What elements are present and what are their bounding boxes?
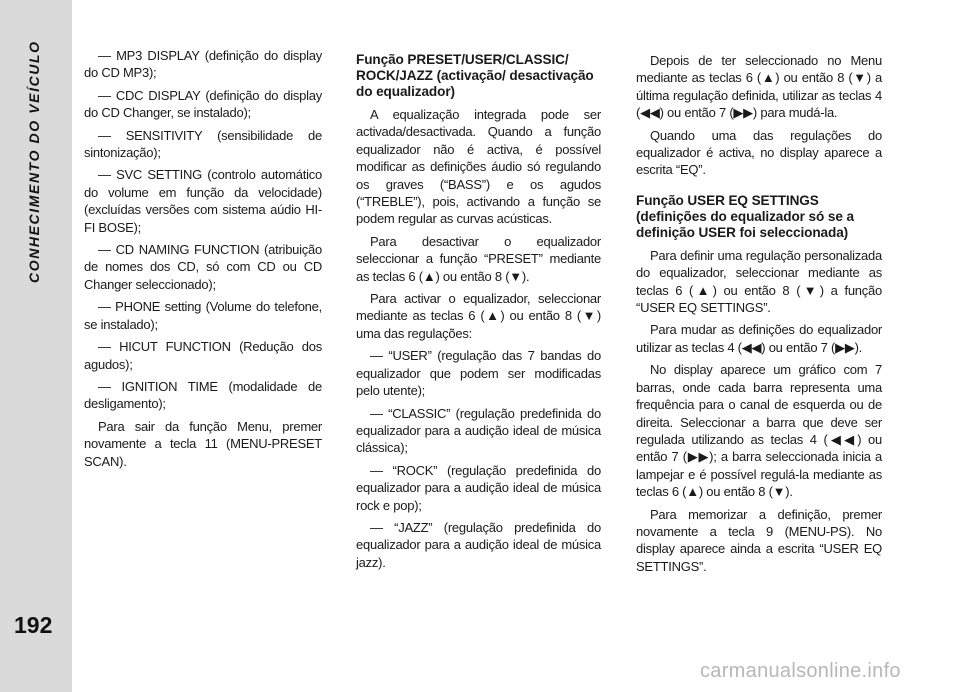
- sidebar: [0, 0, 72, 692]
- menu-item-text: — IGNITION TIME (modalidade de desligamento);: [84, 378, 322, 412]
- paragraph: Para desactivar o equalizador seleccionar a função “PRESET” mediante as teclas 6 (▲) ou então 8 (▼).: [356, 233, 601, 284]
- watermark: carmanualsonline.info: [700, 660, 901, 682]
- menu-item-text: — PHONE setting (Volume do telefone, se instalado);: [84, 299, 322, 332]
- section-title: CONHECIMENTO DO VEÍCULO: [26, 40, 42, 283]
- menu-item-text: — HICUT FUNCTION (Redução dos agudos);: [84, 339, 322, 372]
- menu-item-text: — SVC SETTING (controlo automático do volume em função da velocidade) (excluídas versões com sistema aúdio HI-FI BOSE);: [84, 167, 322, 235]
- paragraph: A equalização integrada pode ser activada/desactivada. Quando a função equalizador não é activa, é possível modificar as definições áudio só regulando os graves (“BASS”) e os agudos (“TREBLE”), pois, activando a função se podem regular as curvas acústicas.: [356, 107, 601, 227]
- menu-item-text: — MP3 DISPLAY (definição do display do CD MP3);: [84, 48, 322, 81]
- paragraph: Para activar o equalizador, seleccionar mediante as teclas 6 (▲) ou então 8 (▼) uma das regulações:: [356, 291, 601, 341]
- option-text: — “ROCK” (regulação predefinida do equalizador para a audição ideal de música rock e pop);: [356, 462, 601, 513]
- page-number: 192: [14, 612, 53, 638]
- section-heading: Função PRESET/USER/CLASSIC/ ROCK/JAZZ (activação/ desactivação do equalizador): [356, 52, 594, 99]
- menu-item-text: — CDC DISPLAY (definição do display do CD Changer, se instalado);: [84, 87, 322, 121]
- column-3: [636, 52, 882, 580]
- paragraph: Para memorizar a definição, premer novamente a tecla 9 (MENU-PS). No display aparece ainda a escrita “USER EQ SETTINGS”.: [636, 506, 882, 574]
- option-text: — “JAZZ” (regulação predefinida do equalizador para a audição ideal de música jazz).: [356, 519, 601, 570]
- paragraph: Para mudar as definições do equalizador utilizar as teclas 4 (◀◀) ou então 7 (▶▶).: [636, 322, 882, 355]
- option-text: — “USER” (regulação das 7 bandas do equalizador que podem ser modificadas pelo utente);: [356, 348, 601, 399]
- exit-menu-text: Para sair da função Menu, premer novamente a tecla 11 (MENU-PRESET SCAN).: [84, 418, 322, 469]
- column-1: [84, 47, 322, 475]
- column-2: [356, 52, 601, 576]
- paragraph: No display aparece um gráfico com 7 barras, onde cada barra representa uma frequência para o canal de esquerda ou de direita. Seleccionar a barra que deve ser regulada utilizando as teclas 4 (◀◀) ou então 7 (▶▶); a barra seleccionada inicia a lampejar e é possível regulá-la mediante as teclas 6 (▲) ou então 8 (▼).: [636, 362, 882, 500]
- paragraph: Depois de ter seleccionado no Menu mediante as teclas 6 (▲) ou então 8 (▼) a última regulação definida, utilizar as teclas 4 (◀◀) ou então 7 (▶▶) para mudá-la.: [636, 53, 882, 121]
- menu-item-text: — CD NAMING FUNCTION (atribuição de nomes dos CD, só com CD ou CD Changer seleccionado);: [84, 242, 322, 292]
- option-text: — “CLASSIC” (regulação predefinida do equalizador para a audição ideal de música clássica);: [356, 405, 601, 456]
- paragraph: Para definir uma regulação personalizada do equalizador, seleccionar mediante as teclas 6 (▲) ou então 8 (▼) a função “USER EQ SETTINGS”.: [636, 247, 882, 316]
- section-heading: Função USER EQ SETTINGS (definições do equalizador só se a definição USER foi seleccionada): [636, 192, 854, 240]
- paragraph: Quando uma das regulações do equalizador é activa, no display aparece a escrita “EQ”.: [636, 127, 882, 178]
- menu-item-text: — SENSITIVITY (sensibilidade de sintonização);: [84, 127, 322, 161]
